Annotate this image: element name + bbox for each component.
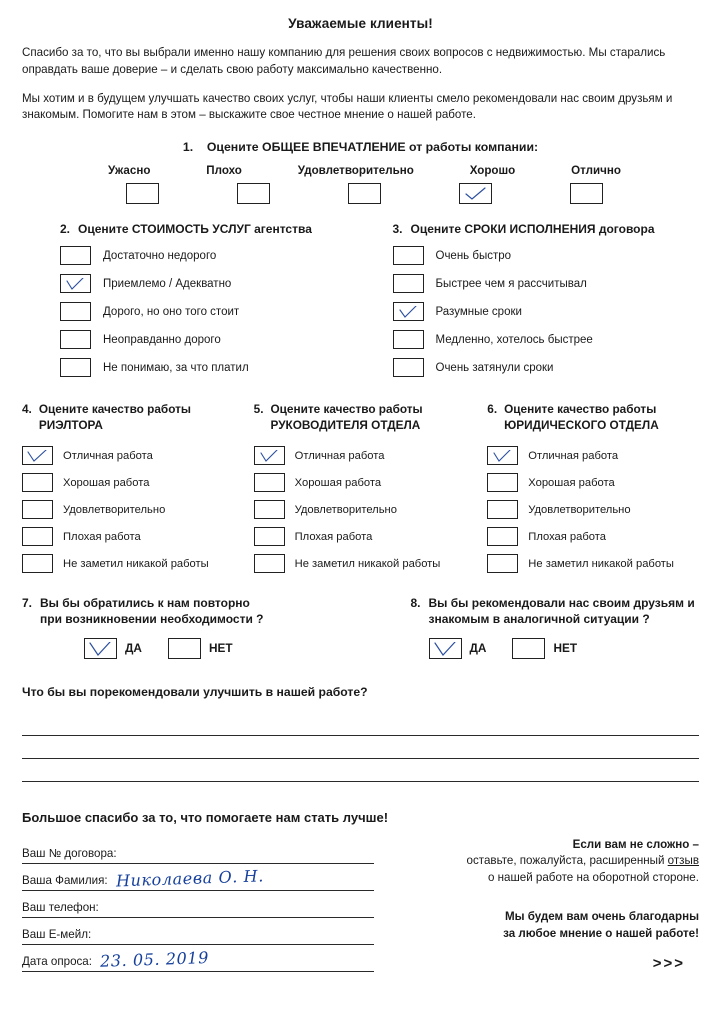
question-8-title-line1: Вы бы рекомендовали нас своим друзьям и bbox=[428, 596, 695, 611]
field-contract-number-value bbox=[117, 860, 125, 862]
q2-option-3[interactable] bbox=[60, 330, 367, 349]
q2-checkbox-0[interactable] bbox=[60, 246, 91, 265]
question-2-number: 2. bbox=[60, 222, 71, 237]
q5-checkbox-2[interactable] bbox=[254, 500, 285, 519]
field-surname-value: Николаева О. Н. bbox=[115, 865, 264, 890]
q5-checkbox-3[interactable] bbox=[254, 527, 285, 546]
q4-option-4[interactable] bbox=[22, 554, 248, 573]
question-3-block bbox=[387, 222, 700, 386]
q8-yes-label: ДА bbox=[469, 641, 487, 656]
question-4-block bbox=[22, 402, 248, 581]
q5-option-0[interactable] bbox=[254, 446, 474, 465]
field-contract-number-label: Ваш № договора: bbox=[22, 846, 117, 860]
q1-option-label-4: Отлично bbox=[571, 164, 621, 178]
q6-option-2[interactable] bbox=[487, 500, 699, 519]
q2-checkbox-1[interactable] bbox=[60, 274, 91, 293]
question-5-block bbox=[248, 402, 474, 581]
q5-option-label-4: Не заметил никакой работы bbox=[294, 557, 441, 570]
q4-checkbox-0[interactable] bbox=[22, 446, 53, 465]
q4-option-label-4: Не заметил никакой работы bbox=[63, 557, 209, 570]
open-answer-area[interactable] bbox=[22, 713, 699, 782]
question-7-number: 7. bbox=[22, 596, 33, 611]
open-answer-line-2[interactable] bbox=[22, 736, 699, 759]
q4-option-2[interactable] bbox=[22, 500, 248, 519]
note-line-2-text: оставьте, пожалуйста, расширенный bbox=[466, 854, 668, 868]
q4-option-0[interactable] bbox=[22, 446, 248, 465]
question-2-heading bbox=[60, 222, 367, 236]
question-4-title-line2: РИЭЛТОРА bbox=[38, 417, 103, 432]
q3-option-label-0: Очень быстро bbox=[435, 249, 512, 262]
q6-option-label-4: Не заметил никакой работы bbox=[528, 557, 674, 570]
q2-option-label-2: Дорого, но оно того стоит bbox=[103, 305, 240, 318]
question-4-title-line1: Оцените качество работы bbox=[38, 402, 191, 417]
question-8-title-line2: знакомым в аналогичной ситуации ? bbox=[428, 612, 650, 627]
q8-no-label: НЕТ bbox=[553, 641, 578, 656]
question-1-title: Оцените ОБЩЕЕ ВПЕЧАТЛЕНИЕ от работы компании: bbox=[206, 140, 539, 155]
q4-option-3[interactable] bbox=[22, 527, 248, 546]
q7-no-checkbox[interactable] bbox=[168, 638, 201, 659]
question-6-title-line1: Оцените качество работы bbox=[504, 402, 657, 417]
q3-option-label-3: Медленно, хотелось быстрее bbox=[435, 333, 593, 346]
field-contract-number[interactable] bbox=[22, 837, 374, 864]
q6-option-label-0: Отличная работа bbox=[528, 449, 619, 462]
q4-option-label-2: Удовлетворительно bbox=[63, 503, 166, 516]
q3-checkbox-2[interactable] bbox=[393, 302, 424, 321]
q6-option-4[interactable] bbox=[487, 554, 699, 573]
q2-option-label-1: Приемлемо / Адекватно bbox=[103, 277, 232, 290]
note-line-5: за любое мнение о нашей работе! bbox=[503, 926, 699, 940]
q4-option-label-3: Плохая работа bbox=[63, 530, 141, 543]
question-2-block bbox=[22, 222, 367, 386]
q1-checkbox-1[interactable] bbox=[237, 183, 270, 204]
question-8-answers bbox=[411, 638, 700, 659]
question-8-block bbox=[361, 595, 700, 658]
q1-checkbox-0[interactable] bbox=[126, 183, 159, 204]
q1-checkbox-3[interactable] bbox=[459, 183, 492, 204]
q6-option-label-3: Плохая работа bbox=[528, 530, 606, 543]
q7-yes-option[interactable] bbox=[84, 638, 142, 659]
question-7-heading bbox=[22, 595, 361, 627]
question-1-labels bbox=[22, 164, 699, 177]
q6-checkbox-4[interactable] bbox=[487, 554, 518, 573]
q7-no-label: НЕТ bbox=[208, 641, 233, 656]
field-surname-label: Ваша Фамилия: bbox=[22, 873, 108, 887]
q5-option-2[interactable] bbox=[254, 500, 474, 519]
q6-checkbox-3[interactable] bbox=[487, 527, 518, 546]
checkmark-icon bbox=[464, 187, 488, 201]
question-7-answers bbox=[22, 638, 361, 659]
q5-checkbox-4[interactable] bbox=[254, 554, 285, 573]
checkmark-icon bbox=[398, 306, 422, 320]
question-3-number: 3. bbox=[392, 222, 403, 237]
note-line-1: Если вам не сложно – bbox=[572, 837, 699, 851]
questions-2-3-row bbox=[22, 222, 699, 386]
field-phone-label: Ваш телефон: bbox=[22, 900, 99, 914]
q2-option-1[interactable] bbox=[60, 274, 367, 293]
q5-option-label-1: Хорошая работа bbox=[294, 476, 382, 489]
question-2-title: Оцените СТОИМОСТЬ УСЛУГ агентства bbox=[78, 222, 312, 237]
q6-checkbox-1[interactable] bbox=[487, 473, 518, 492]
q8-no-option[interactable] bbox=[512, 638, 577, 659]
question-6-title-line2: ЮРИДИЧЕСКОГО ОТДЕЛА bbox=[504, 417, 659, 432]
page-title: Уважаемые клиенты! bbox=[288, 16, 433, 31]
question-5-title-line1: Оцените качество работы bbox=[270, 402, 423, 417]
q6-option-1[interactable] bbox=[487, 473, 699, 492]
q6-option-3[interactable] bbox=[487, 527, 699, 546]
q5-option-1[interactable] bbox=[254, 473, 474, 492]
q3-option-label-1: Быстрее чем я рассчитывал bbox=[435, 277, 587, 290]
intro-paragraph-2: Мы хотим и в будущем улучшать качество своих услуг, чтобы наши клиенты смело рекомендовали нас своим друзьям и знакомым. Помогите нам в этом – выскажите свое честное мнение о нашей работе. bbox=[22, 91, 673, 122]
q7-no-option[interactable] bbox=[168, 638, 233, 659]
q5-option-label-0: Отличная работа bbox=[294, 449, 385, 462]
q4-option-label-0: Отличная работа bbox=[63, 449, 153, 462]
question-8-heading bbox=[411, 595, 700, 627]
field-email[interactable] bbox=[22, 918, 374, 945]
q1-checkbox-2[interactable] bbox=[348, 183, 381, 204]
question-6-number: 6. bbox=[487, 402, 498, 417]
q7-yes-checkbox[interactable] bbox=[84, 638, 117, 659]
question-5-number: 5. bbox=[253, 402, 264, 417]
field-phone-value bbox=[99, 914, 107, 916]
open-answer-line-3[interactable] bbox=[22, 759, 699, 782]
q3-checkbox-1[interactable] bbox=[393, 274, 424, 293]
q1-option-label-1: Плохо bbox=[206, 164, 242, 178]
q4-option-label-1: Хорошая работа bbox=[63, 476, 150, 489]
q2-option-label-4: Не понимаю, за что платил bbox=[103, 361, 249, 374]
q5-option-label-2: Удовлетворительно bbox=[294, 503, 397, 516]
q3-checkbox-0[interactable] bbox=[393, 246, 424, 265]
q5-option-4[interactable] bbox=[254, 554, 474, 573]
q5-option-3[interactable] bbox=[254, 527, 474, 546]
question-1-checkboxes bbox=[22, 183, 699, 204]
footer-row bbox=[22, 837, 699, 975]
field-survey-date-value: 23. 05. 2019 bbox=[99, 947, 210, 971]
q3-checkbox-3[interactable] bbox=[393, 330, 424, 349]
checkmark-icon bbox=[492, 450, 516, 464]
q4-option-1[interactable] bbox=[22, 473, 248, 492]
q1-option-label-3: Хорошо bbox=[469, 164, 516, 178]
q3-option-3[interactable] bbox=[393, 330, 700, 349]
question-6-heading bbox=[487, 402, 699, 434]
checkmark-icon bbox=[434, 642, 458, 656]
q2-option-label-0: Достаточно недорого bbox=[103, 249, 217, 262]
q3-checkbox-4[interactable] bbox=[393, 358, 424, 377]
q5-option-label-3: Плохая работа bbox=[294, 530, 373, 543]
q3-option-1[interactable] bbox=[393, 274, 700, 293]
contact-fields bbox=[22, 837, 374, 975]
intro-paragraph-1: Спасибо за то, что вы выбрали именно нашу компанию для решения своих вопросов с недвижимостью. Мы старались оправдать ваше доверие – и сделать свою работу максимально качественно. bbox=[22, 46, 666, 76]
note-line-3: о нашей работе на оборотной стороне. bbox=[487, 871, 699, 885]
q8-yes-checkbox[interactable] bbox=[429, 638, 462, 659]
question-4-heading bbox=[22, 402, 248, 434]
note-line-4: Мы будем вам очень благодарны bbox=[504, 909, 699, 923]
q5-checkbox-0[interactable] bbox=[254, 446, 285, 465]
q1-checkbox-4[interactable] bbox=[570, 183, 603, 204]
checkmark-icon bbox=[259, 450, 283, 464]
q3-option-2[interactable] bbox=[393, 302, 700, 321]
note-line-2 bbox=[390, 853, 699, 870]
q2-checkbox-4[interactable] bbox=[60, 358, 91, 377]
q3-option-4[interactable] bbox=[393, 358, 700, 377]
q6-option-0[interactable] bbox=[487, 446, 699, 465]
question-7-title-line1: Вы бы обратились к нам повторно bbox=[40, 596, 250, 611]
field-surname[interactable] bbox=[22, 864, 374, 891]
questions-4-5-6-row bbox=[22, 402, 699, 581]
q2-option-0[interactable] bbox=[60, 246, 367, 265]
open-answer-line-1[interactable] bbox=[22, 713, 699, 736]
q8-yes-option[interactable] bbox=[429, 638, 487, 659]
question-4-number: 4. bbox=[22, 402, 32, 417]
q8-no-checkbox[interactable] bbox=[512, 638, 545, 659]
q6-option-label-1: Хорошая работа bbox=[528, 476, 615, 489]
field-survey-date[interactable] bbox=[22, 945, 374, 972]
question-3-heading bbox=[393, 222, 700, 236]
field-survey-date-label: Дата опроса: bbox=[22, 954, 92, 968]
checkmark-icon bbox=[89, 642, 113, 656]
question-6-block bbox=[473, 402, 699, 581]
question-7-block bbox=[22, 595, 361, 658]
footer-notes bbox=[374, 837, 699, 975]
q2-checkbox-2[interactable] bbox=[60, 302, 91, 321]
q5-checkbox-1[interactable] bbox=[254, 473, 285, 492]
question-1-number: 1. bbox=[182, 140, 194, 155]
open-question-label: Что бы вы порекомендовали улучшить в нашей работе? bbox=[22, 684, 368, 699]
question-3-title: Оцените СРОКИ ИСПОЛНЕНИЯ договора bbox=[410, 222, 655, 237]
thanks-message: Большое спасибо за то, что помогаете нам стать лучше! bbox=[22, 809, 389, 825]
q6-option-label-2: Удовлетворительно bbox=[528, 503, 631, 516]
question-5-heading bbox=[254, 402, 474, 434]
q4-checkbox-3[interactable] bbox=[22, 527, 53, 546]
arrows-indicator: >>> bbox=[652, 954, 685, 972]
field-email-value bbox=[91, 941, 99, 943]
q4-checkbox-4[interactable] bbox=[22, 554, 53, 573]
question-8-number: 8. bbox=[410, 596, 421, 611]
field-phone[interactable] bbox=[22, 891, 374, 918]
checkmark-icon bbox=[65, 278, 89, 292]
q3-option-label-2: Разумные сроки bbox=[435, 305, 522, 318]
q2-option-4[interactable] bbox=[60, 358, 367, 377]
question-1-heading bbox=[22, 140, 699, 154]
checkmark-icon bbox=[27, 450, 51, 464]
q3-option-0[interactable] bbox=[393, 246, 700, 265]
q6-checkbox-2[interactable] bbox=[487, 500, 518, 519]
q2-checkbox-3[interactable] bbox=[60, 330, 91, 349]
q3-option-label-4: Очень затянули сроки bbox=[435, 361, 554, 374]
review-link[interactable]: отзыв bbox=[667, 854, 699, 868]
q1-option-label-2: Удовлетворительно bbox=[297, 164, 414, 178]
q2-option-2[interactable] bbox=[60, 302, 367, 321]
question-5-title-line2: РУКОВОДИТЕЛЯ ОТДЕЛА bbox=[270, 417, 421, 432]
question-7-title-line2: при возникновении необходимости ? bbox=[40, 612, 264, 627]
q2-option-label-3: Неоправданно дорого bbox=[103, 333, 221, 346]
q4-checkbox-2[interactable] bbox=[22, 500, 53, 519]
field-email-label: Ваш Е-мейл: bbox=[22, 927, 92, 941]
q4-checkbox-1[interactable] bbox=[22, 473, 53, 492]
q7-yes-label: ДА bbox=[125, 641, 142, 656]
q1-option-label-0: Ужасно bbox=[108, 164, 151, 178]
q6-checkbox-0[interactable] bbox=[487, 446, 518, 465]
questions-7-8-row bbox=[22, 595, 699, 658]
